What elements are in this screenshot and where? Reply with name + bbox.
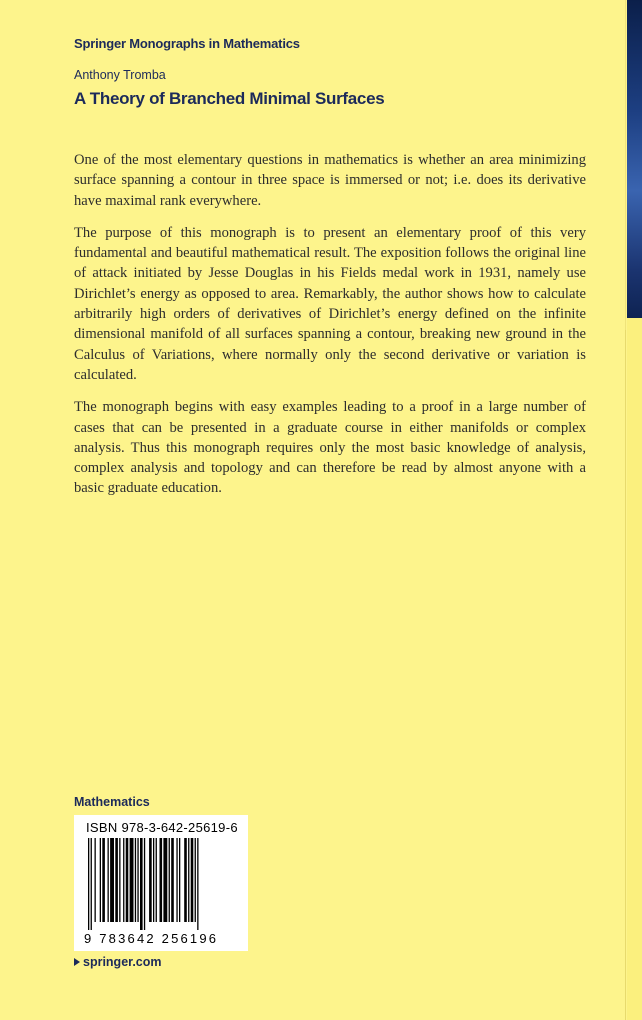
barcode-bar — [156, 838, 157, 922]
barcode-bar — [176, 838, 177, 922]
spine-fold-line-lower — [625, 330, 626, 1020]
barcode-bar — [191, 838, 194, 922]
barcode-bar — [188, 838, 189, 922]
barcode-bar — [160, 838, 163, 922]
barcode-bar — [102, 838, 105, 922]
series-title: Springer Monographs in Mathematics — [74, 36, 300, 51]
barcode-bar — [197, 838, 198, 930]
barcode-bar — [91, 838, 92, 930]
barcode-bar — [119, 838, 120, 922]
barcode-bar — [184, 838, 187, 922]
barcode-bar — [115, 838, 118, 922]
book-title: A Theory of Branched Minimal Surfaces — [74, 89, 385, 108]
barcode-bar — [153, 838, 154, 922]
barcode-bar — [140, 838, 143, 930]
spine-blue-band — [627, 0, 642, 318]
barcode-bar — [171, 838, 174, 922]
publisher-url: springer.com — [83, 955, 162, 969]
barcode-bar — [110, 838, 114, 922]
blurb-paragraph-3: The monograph begins with easy examples leading to a proof in a large number of cases that can be presented in a graduate course in either manifolds or complex analysis. Thus this monograph requires only the most basic knowledge of analysis, complex analysis and topology and can therefore be read by almost anyone with a basic graduate education. — [74, 399, 586, 497]
barcode-digits: 9 783642 256196 — [84, 931, 219, 946]
barcode-bar — [137, 838, 138, 922]
barcode-bar — [163, 838, 167, 922]
arrow-right-icon — [74, 958, 80, 966]
subject-category: Mathematics — [74, 795, 150, 809]
isbn-label: ISBN 978-3-642-25619-6 — [86, 820, 238, 835]
barcode-bar — [179, 838, 180, 922]
author-name: Anthony Tromba — [74, 68, 166, 82]
barcode-bar — [130, 838, 134, 922]
barcode-bar — [100, 838, 101, 922]
barcode-bar — [88, 838, 89, 930]
barcode-bar — [108, 838, 109, 922]
publisher-link[interactable] — [74, 955, 162, 969]
barcode-icon — [84, 838, 240, 930]
barcode-bar — [144, 838, 145, 930]
barcode-bar — [135, 838, 136, 922]
blurb-paragraph-2: The purpose of this monograph is to present an elementary proof of this very fundamental and beautiful mathematical result. The exposition follows the original line of attack initiated by Jesse Douglas in his Fields medal work in 1931, namely use Dirichlet’s energy as opposed to area. Remarkably, the author shows how to calculate arbitrarily high orders of derivatives of Dirichlet’s energy defined on the infinite dimensional manifold of all surfaces spanning a contour, breaking new ground in the Calculus of Variations, where normally only the second derivative or variation is calculated. — [74, 224, 586, 383]
barcode-bar — [95, 838, 96, 922]
blurb-paragraph-1: One of the most elementary questions in mathematics is whether an area minimizing surface spanning a contour in three space is immersed or not; i.e. does its derivative have maximal rank everywhere. — [74, 152, 586, 209]
barcode-bar — [195, 838, 196, 922]
barcode-bar — [149, 838, 152, 922]
barcode-bar — [123, 838, 124, 922]
barcode-bar — [126, 838, 129, 922]
blurb — [74, 150, 586, 511]
barcode-bar — [169, 838, 170, 922]
